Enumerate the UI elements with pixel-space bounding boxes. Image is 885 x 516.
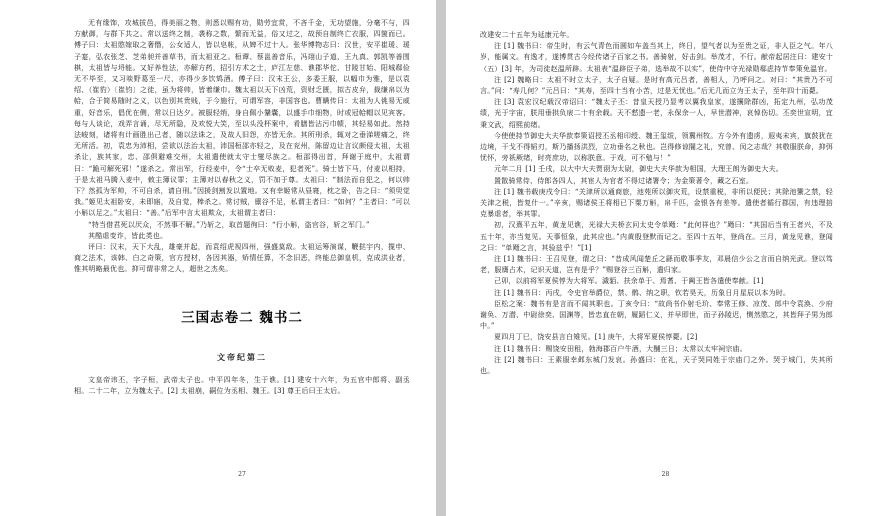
paragraph: 注 [1] 魏书载庚戌令曰：“关津所以通商旅，池苑所以御灾荒，设禁重税，非所以便民；其除池籞之禁，轻关津之税，皆复什一。”辛亥，赐诸侯王将相已下粟万斛，帛千匹，金银各有差等。遣使者循行郡国，有违理掊克暴虐者，举其罪。 — [480, 187, 833, 219]
right-page — [446, 0, 885, 516]
paragraph: 今使使持节御史大夫华歆奉策诏授丕丞相印绶、魏王玺绂，领冀州牧。方今外有遗虏，遐夷未宾，旗鼓犹在边境，干戈不得韬刃，斯乃播扬洪烈，立功垂名之秋也。岂得修谅闇之礼，究曾、闵之志哉？其敬服朕命，抑弭忧怀，旁祇厥绪，时亮庶功，以称朕意。于戏，可不勉与！” — [480, 131, 833, 163]
paragraph: 注 [1] 魏书曰：赐饶安田租，勃海郡百户牛酒，大酺三日；太常以太牢祠宗庙。 — [494, 344, 747, 353]
paragraph: 注 [1] 魏书曰：丙戌，令史官举爵位，禁、鹘、纳之职，钦若昊天，历象日月星辰以本为时。 — [494, 288, 791, 297]
paragraph: 己卯，以前将军夏侯惇为大将军。濊貊、扶余单于、焉耆、于阗王皆各遣使奉献。[1] — [494, 277, 764, 286]
paragraph: 无有缘饰，攻城拔邑，得美丽之物，则悉以赐有功，勋劳宜赏，不吝千金，无功望施，分毫不与，四方献御，与群下共之。常以送终之制，袭称之数，繁而无益，俗又过之，故预自制终亡衣服，四箧而已。傅子曰：太祖愍嫁取之奢僭，公女适人，皆以皂帐，从婢不过十人。张华博物志曰：汉世，安平崔瑗、瑗子寔，弘农张芝、芝弟昶并善草书，而太祖亚之。桓谭、蔡邕善音乐，冯翊山子道、王九真、郭凯等善围棋，太祖皆与埒能。又好养性法，亦解方药，招引方术之士，庐江左慈、谯郡华佗、甘陵甘始、阳城郗俭无不毕至，又习啖野葛至一尺，亦得少多饮鸩酒。傅子曰：汉末王公，多委王服，以幅巾为雅，是以袁绍、（崔豹）〔崔钧〕之徒，虽为将帅，皆着缣巾。魏太祖以天下凶荒，资财乏匮，拟古皮弁，裁缣帛以为帢，合于简易随时之义，以色别其贵贱，于今施行，可谓军容，非国容也。曹瞒传曰：太祖为人佻易无威重，好音乐，倡优在侧，常以日达夕。被服轻绡，身自佩小鞶囊，以盛手巾细物，时或冠帢帽以见宾客。每与人谈论，戏弄言诵，尽无所隐，及欢悦大笑，至以头没杯案中，肴膳皆沾污巾帻，其轻易如此。然持法峻刻，诸将有计画胜出己者，随以法诛之，及故人旧怨，亦皆无余。其所刑杀，辄对之垂涕嗟痛之，终无所活。初，袁忠为沛相，尝欲以法治太祖，沛国桓邵亦轻之，及在兖州，陈留边让言议颇侵太祖，太祖杀让，族其家，忠、邵俱避难交州，太祖遣使就太守士燮尽族之。桓邵得出首，拜谢于庭中，太祖谓曰：“跪可解死邪！”遂杀之。常出军，行经麦中，令“士卒无败麦，犯者死”。骑士皆下马，付麦以相持，于是太祖马腾入麦中，敕主簿议罪；主簿对以春秋之义，罚不加于尊。太祖曰：“制法而自犯之，何以帅下？然孤为军帅，不可自杀，请自刑。”因援剑割发以置地。又有幸姬常从昼寝，枕之卧，告之曰：“须臾觉我。”姬见太祖卧安，未即寤，及自觉，棒杀之。常讨贼，廪谷不足，私谓主者曰：“如何？”主者曰：“可以小斛以足之。”太祖曰：“善。”后军中言太祖欺众，太祖谓主者曰： — [74, 19, 410, 218]
paragraph: 初，汉熹平五年，黄龙见谯，光禄大夫桥玄问太史令单飏：“此何祥也？”飏曰：“其国后当有王者兴，不及五十年，亦当复见。天事恒象，此其应也。”内黄殷登默而记之。至四十五年，登尚在。三月，黄龙见谯，登闻之曰：“单飏之言，其验兹乎！”[1] — [480, 221, 833, 252]
paragraph: 文皇帝讳丕，字子桓，武帝太子也。中平四年冬，生于谯。[1] 建安十六年，为五官中郎将、副丞相。二十二年，立为魏太子。[2] 太祖崩，嗣位为丞相、魏王。[3] 尊王后曰王太后。 — [74, 375, 410, 395]
paragraph: 评曰：汉末，天下大乱，雄豪并起，而袁绍虎视四州，强盛莫敌。太祖运筹演谋，鞭挞宇内，揽申、商之法术，该韩、白之奇策，官方授材，各因其器，矫情任算，不念旧恶，终能总御皇机，克成洪业者，惟其明略最优也。抑可谓非常之人，超世之杰矣。 — [74, 243, 410, 274]
paragraph: 其酷虐变诈，皆此类也。 — [88, 231, 168, 240]
page-gutter — [436, 0, 446, 516]
paragraph: 注 [1] 魏书曰：帝生时，有云气青色而圆如车盖当其上，终日，望气者以为至贵之证，非人臣之气。年八岁，能属文。有逸才，遂博贯古今经传诸子百家之书。善骑射，好击剑。举茂才，不行。献帝起居注曰：建安十（五）[3] 年，为司徒赵温所辟。太祖表“温辟臣子弟，选举故不以实”，使侍中守光禄勋郗虑持节奉策免温官。 — [480, 42, 833, 73]
volume-title: 三国志卷二 魏书二 — [181, 309, 303, 326]
chapter-title: 文帝纪第二 — [217, 352, 267, 362]
paragraph: 夏四月丁巳，饶安县言白雉见。[1] 庚午，大将军夏侯惇薨。[2] — [494, 333, 698, 342]
paragraph: 注 [2] 魏略曰：太祖不时立太子，太子自疑。是时有高元吕者，善相人，乃呼问之。对曰：“其贵乃不可言。”问：“寿几何？”元吕曰：“其寿，至四十当有小苦，过是无忧也。”后无几而立为王太子，至年四十而薨。 — [480, 75, 833, 96]
paragraph: 注 [2] 魏书曰：王素服幸邺东城门发哀。孙盛曰：在礼，天子哭同姓于宗庙门之外。哭于城门，失其所也。 — [480, 355, 833, 376]
left-page — [0, 0, 436, 516]
paragraph: 元年二月 [1] 壬戌，以大中大夫贾诩为太尉，御史大夫华歆为相国，大理王朗为御史大夫。 — [494, 165, 783, 174]
paragraph: 臣松之案：魏书有是言而不闻其职也。丁亥令曰：“故尚书仆射毛玠、奉常王修、凉茂、郎中令袁涣、少府谢奂、万潜、中尉徐奕、国渊等，皆忠直在朝，履蹈仁义，并早即世，而子孙陵迟，恻然愍之，其皆拜子男为郎中。” — [480, 299, 833, 331]
paragraph: 注 [1] 魏书曰：王召见登，谓之曰：“昔成风闻楚丘之繇而敬事季友，邓晨信少公之言而自纳光武。登以笃老，服膺占术，记识天道，岂有是乎？”赐登谷三百斛，遣归家。 — [480, 255, 833, 275]
page-number: 28 — [661, 471, 670, 478]
paragraph: “特当借君死以厌众，不然事不解。”乃斩之，取首题徇曰：“行小斛，盗官谷，斩之军门。” — [88, 220, 370, 229]
paragraph: 改建安二十五年为延康元年。 — [480, 31, 574, 39]
paragraph: 注 [3] 袁宏汉纪载汉帝诏曰：“魏太子丕：昔皇天授乃显考以翼我皇家，遂攘除群凶，拓定九州，弘功茂绩，光于宇宙，朕用垂拱负扆二十有余载。天不慭遗一老，永保余一人，早世潜神，哀悼伤切。丕奕世宣明，宜秉文武，绍熙前绪。 — [480, 98, 833, 129]
paragraph: 置散骑常侍、侍郎各四人，其宦人为官者不得过诸署令；为金策著令，藏之石室。 — [494, 176, 754, 185]
page-number: 27 — [238, 471, 246, 478]
